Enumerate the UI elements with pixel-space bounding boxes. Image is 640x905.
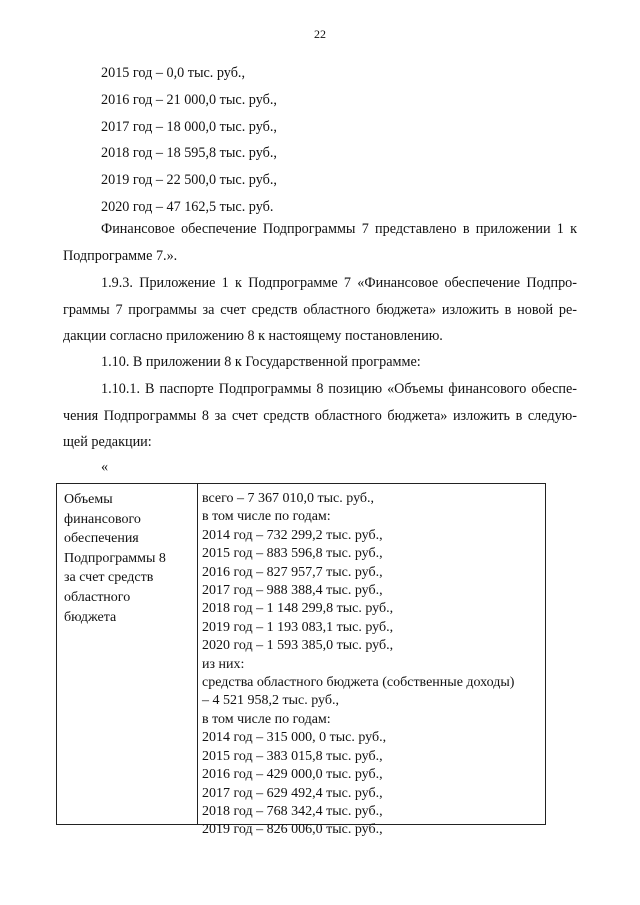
value-line: в том числе по годам: [202, 509, 331, 525]
value-line: из них: [202, 656, 245, 672]
paragraph-1-10-1 [63, 376, 577, 456]
label-line: бюджета [64, 609, 117, 625]
page-number: 22 [314, 27, 326, 41]
year-line: 2017 год – 18 000,0 тыс. руб., [101, 118, 277, 135]
paragraph-line: 1.10. В приложении 8 к Государственной программе: [101, 354, 421, 370]
value-line: 2019 год – 1 193 083,1 тыс. руб., [202, 619, 394, 635]
value-line: средства областного бюджета (собственные доходы) [202, 675, 515, 691]
paragraph-line: щей редакции: [63, 434, 152, 450]
value-line: 2017 год – 988 388,4 тыс. руб., [202, 583, 383, 599]
year-line: 2015 год – 0,0 тыс. руб., [101, 65, 246, 81]
value-line: 2018 год – 1 148 299,8 тыс. руб., [202, 601, 394, 617]
label-line: Подпрограммы 8 [64, 550, 166, 566]
year-line: 2019 год – 22 500,0 тыс. руб., [101, 172, 277, 189]
table-value-cell [202, 490, 542, 840]
paragraph-line: дакции согласно приложению 8 к настоящему постановлению. [63, 328, 443, 344]
paragraph-line: Подпрограмме 7.». [63, 247, 178, 264]
paragraph-line: 1.10.1. В паспорте Подпрограммы 8 позицию «Объемы финансового обеспе- [101, 381, 577, 397]
value-line: 2020 год – 1 593 385,0 тыс. руб., [202, 638, 394, 654]
value-line: 2014 год – 732 299,2 тыс. руб., [202, 527, 383, 543]
value-line: в том числе по годам: [202, 711, 331, 727]
value-line: 2019 год – 826 006,0 тыс. руб., [202, 822, 383, 838]
paragraph-1-10 [63, 349, 577, 376]
value-line: 2018 год – 768 342,4 тыс. руб., [202, 803, 383, 819]
year-line: 2020 год – 47 162,5 тыс. руб. [101, 198, 274, 215]
table-label-cell [64, 490, 192, 627]
label-line: Объемы [64, 492, 113, 507]
label-line: финансового [64, 511, 141, 527]
label-line: обеспечения [64, 531, 139, 547]
value-line: – 4 521 958,2 тыс. руб., [202, 693, 339, 709]
paragraph-line: граммы 7 программы за счет средств областного бюджета» изложить в новой ре- [63, 301, 577, 318]
opening-quote: « [101, 459, 109, 475]
value-line: 2015 год – 883 596,8 тыс. руб., [202, 546, 383, 562]
paragraph-line: Финансовое обеспечение Подпрограммы 7 представлено в приложении 1 к [101, 221, 577, 237]
table-column-divider [197, 484, 198, 824]
paragraph-financing-note [63, 216, 577, 269]
paragraph-line: чения Подпрограммы 8 за счет средств областного бюджета» изложить в следую- [63, 407, 577, 424]
value-line: всего – 7 367 010,0 тыс. руб., [202, 491, 375, 506]
paragraph-line: 1.9.3. Приложение 1 к Подпрограмме 7 «Финансовое обеспечение Подпро- [101, 275, 577, 291]
label-line: областного [64, 589, 131, 605]
value-line: 2017 год – 629 492,4 тыс. руб., [202, 785, 383, 801]
paragraph-1-9-3 [63, 270, 577, 350]
value-line: 2016 год – 827 957,7 тыс. руб., [202, 564, 383, 580]
label-line: за счет средств [64, 570, 154, 586]
value-line: 2015 год – 383 015,8 тыс. руб., [202, 748, 383, 764]
year-list [101, 60, 277, 221]
financing-table [56, 483, 546, 838]
year-line: 2016 год – 21 000,0 тыс. руб., [101, 91, 277, 108]
value-line: 2016 год – 429 000,0 тыс. руб., [202, 767, 383, 783]
value-line: 2014 год – 315 000, 0 тыс. руб., [202, 730, 387, 746]
year-line: 2018 год – 18 595,8 тыс. руб., [101, 145, 277, 162]
